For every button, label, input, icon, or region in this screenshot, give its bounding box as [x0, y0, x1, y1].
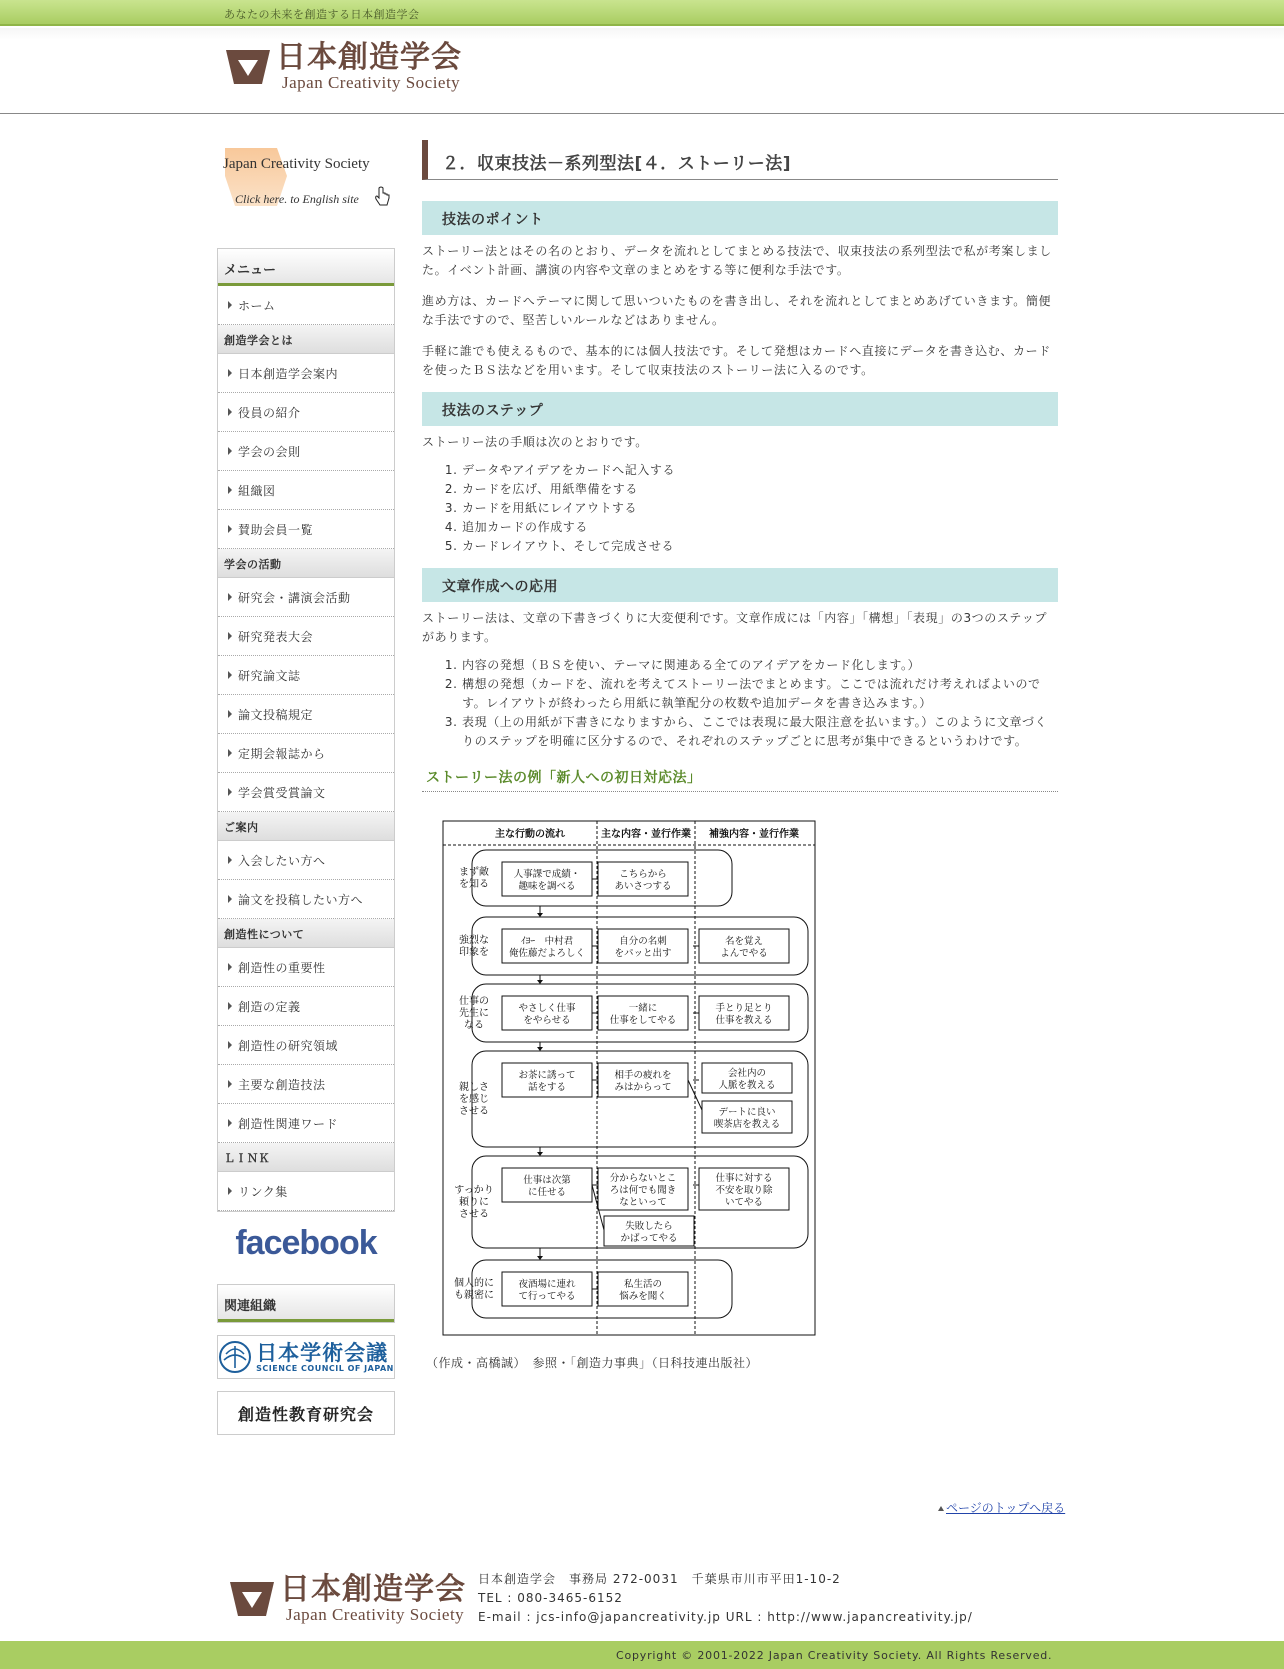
menu-item[interactable]: [218, 510, 394, 549]
flow-card-text: かばってやる: [620, 1233, 678, 1244]
arrow-right-icon: [228, 369, 232, 377]
arrow-right-icon: [228, 749, 232, 757]
arrow-right-icon: [228, 1119, 232, 1127]
arrow-right-icon: [228, 1002, 232, 1010]
flow-card-text: 私生活の: [623, 1279, 663, 1290]
arrow-right-icon: [228, 1041, 232, 1049]
menu-item[interactable]: [218, 471, 394, 510]
menu-item-label: 日本創造学会案内: [238, 366, 339, 381]
english-banner-line2: Click here. to English site: [235, 192, 359, 206]
paragraph-2: 進め方は、カードへテーマに関して思いついたものを書き出し、それを流れとしてまとめあげていきます。簡便な手法ですので、堅苦しいルールなどはありません。: [422, 294, 1052, 327]
flow-card-text: をやらせる: [523, 1015, 571, 1026]
list-item: 3. 表現（上の用紙が下書きになりますから、ここでは表現に最大限注意を払います。）このように文章づくりのステップを明確に区分するので、それぞれのステップごとに思考が集中できるというわけです。: [462, 713, 1058, 751]
flow-card-text: デートに良い: [718, 1107, 776, 1118]
steps-list: [462, 461, 1058, 556]
scj-subtitle: SCIENCE COUNCIL OF JAPAN: [256, 1363, 394, 1373]
flow-card-text: に任せる: [527, 1187, 567, 1198]
arrow-right-icon: [228, 1187, 232, 1195]
scj-banner[interactable]: [217, 1335, 395, 1379]
flow-column-header: 主な内容・並行作業: [601, 829, 691, 840]
footer-logo: [228, 1574, 466, 1624]
list-item: 5. カードレイアウト、そして完成させる: [462, 537, 1058, 556]
bottom-bar: [0, 1641, 1284, 1669]
flow-card-text: 会社内の: [727, 1068, 767, 1079]
paragraph-1: ストーリー法とはその名のとおり、データを流れとしてまとめる技法で、収束技法の系列型法で私が考案しました。イベント計画、講演の内容や文章のまとめをする等に便利な手法です。: [422, 244, 1052, 277]
footer-email-url: E-mail : jcs-info@japancreativity.jp URL : http://www.japancreativity.jp/: [478, 1610, 973, 1624]
section-heading-points: 技法のポイント: [422, 201, 1058, 235]
flow-card-text: なといって: [619, 1197, 667, 1208]
flow-row-label: させる: [459, 1106, 489, 1117]
menu-item[interactable]: [218, 432, 394, 471]
menu-item-label: 論文を投稿したい方へ: [238, 892, 364, 907]
flow-row-label: 印象を: [459, 947, 489, 958]
menu-item-label: 入会したい方へ: [238, 853, 326, 868]
arrow-right-icon: [228, 710, 232, 718]
footer-contact: [478, 1570, 973, 1627]
menu-item-label: 創造性の研究領域: [238, 1038, 339, 1053]
menu-item[interactable]: [218, 656, 394, 695]
english-banner-line1: Japan Creativity Society: [223, 156, 370, 172]
menu-category: ご案内: [218, 812, 394, 841]
flow-row-label: すっかり: [454, 1185, 494, 1196]
menu-item[interactable]: [218, 578, 394, 617]
list-item: 3. カードを用紙にレイアウトする: [462, 499, 1058, 518]
section-heading-steps: 技法のステップ: [422, 392, 1058, 426]
menu-item-label: リンク集: [238, 1184, 288, 1199]
flow-row-label: なる: [464, 1020, 484, 1031]
tagline: あなたの未来を創造する日本創造学会: [224, 8, 420, 21]
site-logo[interactable]: [224, 42, 462, 92]
menu-category: 学会の活動: [218, 549, 394, 578]
list-item: 1. 内容の発想（ＢＳを使い、テーマに関連ある全てのアイデアをカード化します。）: [462, 656, 1058, 675]
flow-card-text: 名を覚え: [724, 936, 764, 947]
related-orgs: [217, 1284, 395, 1323]
menu-item[interactable]: [218, 987, 394, 1026]
flow-row-label: まず敵: [459, 867, 489, 878]
back-to-top[interactable]: [938, 1499, 1065, 1516]
menu-item[interactable]: [218, 773, 394, 812]
menu-item[interactable]: [218, 880, 394, 919]
flow-card-text: ｲﾖｰ 中村君: [520, 936, 574, 947]
menu-category: 創造性について: [218, 919, 394, 948]
flow-card-text: みはからって: [614, 1082, 672, 1093]
arrow-right-icon: [228, 895, 232, 903]
flow-card-text: 人事課で成績・: [513, 869, 581, 880]
menu-item-label: 定期会報誌から: [238, 746, 326, 761]
menu-item-label: 賛助会員一覧: [238, 522, 314, 537]
triangle-up-icon: [938, 1506, 944, 1511]
menu-item-label: 創造性の重要性: [238, 960, 326, 975]
menu-item[interactable]: [218, 1172, 394, 1211]
menu-item-label: 研究会・講演会活動: [238, 590, 351, 605]
menu-item-home[interactable]: [218, 286, 394, 325]
section-heading-application: 文章作成への応用: [422, 568, 1058, 602]
flow-card-text: 一緒に: [628, 1003, 658, 1014]
menu-item-label: ホーム: [238, 298, 276, 313]
menu-item[interactable]: [218, 1026, 394, 1065]
flow-card-text: いてやる: [724, 1197, 764, 1208]
flow-card-text: 俺佐藤だよろしく: [508, 948, 586, 959]
menu-item[interactable]: [218, 617, 394, 656]
list-item: 2. 構想の発想（カードを、流れを考えてストーリー法でまとめます。ここでは流れだけ考えればよいのです。レイアウトが終わったら用紙に執筆配分の枚数や追加データを書き込みます。）: [462, 675, 1058, 713]
english-site-banner[interactable]: [217, 140, 395, 216]
flow-card-text: 不安を取り除: [715, 1185, 773, 1196]
arrow-right-icon: [228, 301, 232, 309]
list-item: 2. カードを広げ、用紙準備をする: [462, 480, 1058, 499]
list-item: 1. データやアイデアをカードへ記入する: [462, 461, 1058, 480]
logo-mark-icon: [224, 46, 272, 88]
cei-label: 創造性教育研究会: [237, 1404, 374, 1424]
menu-item[interactable]: [218, 354, 394, 393]
menu-item[interactable]: [218, 695, 394, 734]
flow-card-text: て行ってやる: [518, 1291, 576, 1302]
paragraph-3: 手軽に誰でも使えるもので、基本的には個人技法です。そして発想はカードへ直接にデータを書き込む、カードを使ったＢＳ法などを用います。そして収束技法のストーリー法に入るのです。: [422, 344, 1051, 377]
flow-card-text: ろは何でも聞き: [609, 1185, 677, 1196]
arrow-right-icon: [228, 963, 232, 971]
menu-title: メニュー: [218, 249, 394, 286]
flow-card-text: 仕事に対する: [715, 1173, 773, 1184]
menu-item[interactable]: [218, 393, 394, 432]
menu-item[interactable]: [218, 1065, 394, 1104]
logo-en: Japan Creativity Society: [282, 73, 461, 92]
flow-card-text: 喫茶店を教える: [713, 1119, 781, 1130]
menu-item-label: 創造の定義: [238, 999, 301, 1014]
main-menu: [217, 248, 395, 1212]
menu-item-label: 研究発表大会: [238, 629, 314, 644]
flow-row-label: 仕事の: [459, 996, 489, 1007]
flow-card-text: 夜酒場に連れ: [518, 1279, 576, 1290]
flow-card-text: 仕事は次第: [523, 1175, 571, 1186]
menu-item-label: 組織図: [238, 483, 276, 498]
menu-item-label: 論文投稿規定: [238, 707, 314, 722]
flow-card-text: 失敗したら: [625, 1221, 673, 1232]
menu-item[interactable]: [218, 948, 394, 987]
logo-mark-icon: [228, 1578, 276, 1620]
flow-card-text: 人脈を教える: [718, 1080, 776, 1091]
flow-card-text: 仕事をしてやる: [609, 1015, 677, 1026]
flow-row-label: 先生に: [459, 1008, 489, 1019]
flow-row-label: を知る: [459, 879, 489, 890]
flow-card-text: をパッと出す: [614, 948, 672, 959]
steps-intro: ストーリー法の手順は次のとおりです。: [422, 435, 648, 449]
menu-category: 創造学会とは: [218, 325, 394, 354]
back-to-top-link[interactable]: ページのトップへ戻る: [946, 1501, 1066, 1515]
example-heading: ストーリー法の例「新人への初日対応法」: [422, 765, 1058, 792]
menu-item-label: 学会賞受賞論文: [238, 785, 326, 800]
menu-item-label: 研究論文誌: [238, 668, 301, 683]
arrow-right-icon: [228, 671, 232, 679]
arrow-right-icon: [228, 856, 232, 864]
menu-item-label: 学会の会則: [238, 444, 301, 459]
arrow-right-icon: [228, 447, 232, 455]
footer-tel: TEL : 080-3465-6152: [478, 1591, 623, 1605]
figure-caption: （作成・高橋誠） 参照・「創造力事典」（日科技連出版社）: [426, 1356, 759, 1370]
flow-card-text: お茶に誘って: [518, 1070, 576, 1081]
footer-logo-jp: 日本創造学会: [280, 1572, 466, 1607]
application-steps-list: [462, 656, 1058, 751]
flow-card-text: よんでやる: [720, 948, 768, 959]
arrow-right-icon: [228, 1080, 232, 1088]
menu-item[interactable]: [218, 841, 394, 880]
flow-row-label: 個人的に: [454, 1278, 494, 1289]
menu-item-label: 役員の紹介: [238, 405, 301, 420]
flow-row-label: を感じ: [459, 1094, 489, 1105]
flow-column-header: 補強内容・並行作業: [709, 829, 799, 840]
top-bar: [0, 0, 1284, 26]
menu-item-label: 主要な創造技法: [238, 1077, 326, 1092]
flow-row-label: 強烈な: [459, 935, 489, 946]
scj-title: 日本学術会議: [256, 1340, 389, 1365]
arrow-right-icon: [228, 632, 232, 640]
list-item: 4. 追加カードの作成する: [462, 518, 1058, 537]
flow-row-label: させる: [459, 1209, 489, 1220]
flow-card-text: 趣味を調べる: [518, 881, 576, 892]
menu-item[interactable]: [218, 1104, 394, 1143]
flow-card-text: 手とり足とり: [715, 1003, 773, 1014]
arrow-right-icon: [228, 788, 232, 796]
page-title: ２．収束技法－系列型法[４．ストーリー法]: [422, 140, 1058, 180]
flow-card-text: 相手の疲れを: [614, 1070, 672, 1081]
flow-card-text: 分からないとこ: [609, 1173, 677, 1184]
menu-item[interactable]: [218, 734, 394, 773]
sidebar: [217, 140, 395, 1435]
flow-card-text: 悩みを聞く: [619, 1291, 667, 1302]
flow-card-text: こちらから: [619, 869, 667, 880]
pointer-hand-icon: [373, 186, 391, 208]
application-intro: ストーリー法は、文章の下書きづくりに大変便利です。文章作成には「内容」「構想」「表現」の3つのステップがあります。: [422, 611, 1048, 644]
flow-row-label: も親密に: [454, 1290, 494, 1301]
flow-card-text: 仕事を教える: [715, 1015, 773, 1026]
cei-banner[interactable]: [217, 1391, 395, 1435]
story-method-flowchart: [442, 820, 816, 1336]
flow-card-text: あいさつする: [614, 881, 672, 892]
menu-item-label: 創造性関連ワード: [238, 1116, 339, 1131]
footer-logo-en: Japan Creativity Society: [286, 1605, 465, 1624]
footer-address: 日本創造学会 事務局 272-0031 千葉県市川市平田1-10-2: [478, 1572, 841, 1586]
header: [0, 28, 1284, 114]
flow-card-text: 自分の名刺: [619, 936, 667, 947]
flow-card-text: 話をする: [527, 1082, 567, 1093]
flow-row-label: 親しさ: [459, 1082, 489, 1093]
arrow-right-icon: [228, 486, 232, 494]
facebook-link[interactable]: [217, 1212, 395, 1274]
logo-jp: 日本創造学会: [276, 40, 462, 75]
flow-card-text: やさしく仕事: [518, 1003, 576, 1014]
facebook-logo: facebook: [235, 1223, 377, 1262]
arrow-right-icon: [228, 525, 232, 533]
arrow-right-icon: [228, 408, 232, 416]
flow-column-header: 主な行動の流れ: [495, 829, 565, 840]
copyright: Copyright © 2001-2022 Japan Creativity Society. All Rights Reserved.: [616, 1649, 1053, 1662]
arrow-right-icon: [228, 593, 232, 601]
related-title: 関連組織: [218, 1285, 394, 1322]
menu-category: ＬＩＮＫ: [218, 1143, 394, 1172]
flow-row-label: 頼りに: [459, 1197, 489, 1208]
main-content: [422, 140, 1058, 1370]
scj-emblem-icon: [218, 1340, 252, 1374]
